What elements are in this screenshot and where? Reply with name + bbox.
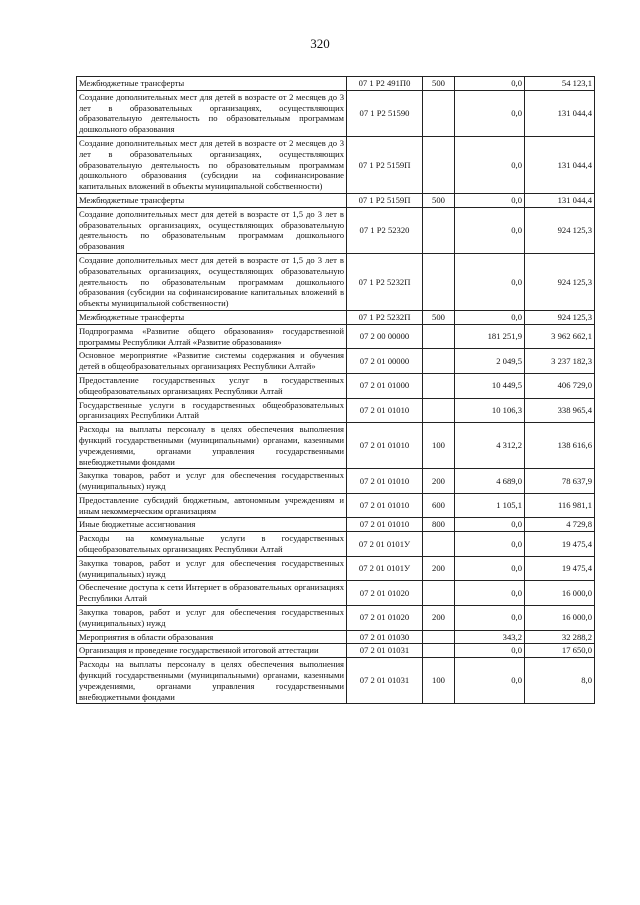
row-code: 07 1 P2 52320	[347, 207, 423, 253]
row-value-1: 0,0	[455, 532, 525, 557]
row-code: 07 2 01 01010	[347, 423, 423, 469]
row-value-2: 19 475,4	[525, 532, 595, 557]
row-value-2: 131 044,4	[525, 136, 595, 193]
row-name: Предоставление субсидий бюджетным, автономным учреждениям и иным некоммерческим организациям	[77, 493, 347, 518]
table-row	[77, 310, 595, 324]
row-code: 07 1 P2 5159П	[347, 136, 423, 193]
row-value-2: 924 125,3	[525, 253, 595, 310]
row-code: 07 2 01 01031	[347, 644, 423, 658]
row-code: 07 1 P2 491П0	[347, 77, 423, 91]
row-name: Закупка товаров, работ и услуг для обеспечения государственных (муниципальных) нужд	[77, 469, 347, 494]
row-value-1: 181 251,9	[455, 324, 525, 349]
row-value-1: 0,0	[455, 644, 525, 658]
row-expense-type: 200	[423, 606, 455, 631]
row-code: 07 2 01 01010	[347, 518, 423, 532]
row-code: 07 2 01 01010	[347, 469, 423, 494]
row-value-2: 8,0	[525, 658, 595, 704]
row-code: 07 2 01 01010	[347, 493, 423, 518]
row-value-1: 10 449,5	[455, 373, 525, 398]
row-expense-type	[423, 581, 455, 606]
row-name: Межбюджетные трансферты	[77, 77, 347, 91]
row-value-1: 0,0	[455, 556, 525, 581]
row-expense-type	[423, 207, 455, 253]
row-name: Создание дополнительных мест для детей в возрасте от 1,5 до 3 лет в образовательных организациях, осуществляющих образовательную деятельность по образовательным программам дошкольного образования	[77, 207, 347, 253]
row-expense-type: 100	[423, 423, 455, 469]
row-expense-type: 500	[423, 77, 455, 91]
table-row	[77, 324, 595, 349]
row-value-2: 16 000,0	[525, 581, 595, 606]
row-name: Расходы на выплаты персоналу в целях обеспечения выполнения функций государственными (муниципальными) органами, казенными учреждениями, органами управления государственными внебюджетными фондами	[77, 423, 347, 469]
row-expense-type: 500	[423, 310, 455, 324]
table-row	[77, 469, 595, 494]
row-expense-type	[423, 644, 455, 658]
row-code: 07 1 P2 5159П	[347, 193, 423, 207]
row-value-1: 0,0	[455, 207, 525, 253]
row-expense-type	[423, 349, 455, 374]
table-row	[77, 373, 595, 398]
row-value-1: 0,0	[455, 606, 525, 631]
row-name: Обеспечение доступа к сети Интернет в образовательных организациях Республики Алтай	[77, 581, 347, 606]
table-row	[77, 493, 595, 518]
row-value-2: 54 123,1	[525, 77, 595, 91]
row-code: 07 2 01 01030	[347, 630, 423, 644]
row-value-1: 343,2	[455, 630, 525, 644]
row-expense-type: 100	[423, 658, 455, 704]
row-value-2: 924 125,3	[525, 207, 595, 253]
row-expense-type	[423, 398, 455, 423]
row-name: Межбюджетные трансферты	[77, 193, 347, 207]
table-row	[77, 349, 595, 374]
row-name: Предоставление государственных услуг в государственных общеобразовательных организациях Республики Алтай	[77, 373, 347, 398]
table-row	[77, 644, 595, 658]
row-value-1: 4 689,0	[455, 469, 525, 494]
row-value-1: 0,0	[455, 90, 525, 136]
row-value-2: 16 000,0	[525, 606, 595, 631]
row-code: 07 1 P2 5232П	[347, 253, 423, 310]
row-name: Расходы на выплаты персоналу в целях обеспечения выполнения функций государственными (муниципальными) органами, казенными учреждениями, органами управления государственными внебюджетными фондами	[77, 658, 347, 704]
table-row	[77, 532, 595, 557]
row-value-1: 0,0	[455, 253, 525, 310]
row-value-2: 138 616,6	[525, 423, 595, 469]
table-row	[77, 193, 595, 207]
row-code: 07 2 01 01010	[347, 398, 423, 423]
row-expense-type: 600	[423, 493, 455, 518]
row-name: Государственные услуги в государственных общеобразовательных организациях Республики Алтай	[77, 398, 347, 423]
row-value-1: 0,0	[455, 193, 525, 207]
row-value-1: 1 105,1	[455, 493, 525, 518]
row-value-2: 32 288,2	[525, 630, 595, 644]
row-value-1: 0,0	[455, 581, 525, 606]
table-row	[77, 398, 595, 423]
row-name: Подпрограмма «Развитие общего образования» государственной программы Республики Алтай «Развитие образования»	[77, 324, 347, 349]
row-value-2: 131 044,4	[525, 90, 595, 136]
row-code: 07 2 01 00000	[347, 349, 423, 374]
row-value-1: 2 049,5	[455, 349, 525, 374]
table-row	[77, 253, 595, 310]
page-number: 320	[310, 36, 330, 51]
row-name: Межбюджетные трансферты	[77, 310, 347, 324]
table-row	[77, 630, 595, 644]
row-expense-type	[423, 532, 455, 557]
row-expense-type: 200	[423, 469, 455, 494]
row-value-2: 116 981,1	[525, 493, 595, 518]
row-value-2: 17 650,0	[525, 644, 595, 658]
row-value-2: 19 475,4	[525, 556, 595, 581]
row-value-2: 406 729,0	[525, 373, 595, 398]
row-value-1: 0,0	[455, 77, 525, 91]
row-name: Создание дополнительных мест для детей в возрасте от 2 месяцев до 3 лет в образовательных организациях, осуществляющих образовательную деятельность по образовательным программам дошкольного образования (субсидии на софинансирование капитальных вложений в объекты муниципальной собственности)	[77, 136, 347, 193]
row-expense-type	[423, 90, 455, 136]
row-code: 07 2 01 0101У	[347, 532, 423, 557]
row-code: 07 1 P2 5232П	[347, 310, 423, 324]
row-name: Расходы на коммунальные услуги в государственных общеобразовательных организациях Республики Алтай	[77, 532, 347, 557]
row-value-1: 0,0	[455, 658, 525, 704]
row-code: 07 2 01 01020	[347, 606, 423, 631]
row-value-2: 338 965,4	[525, 398, 595, 423]
row-name: Создание дополнительных мест для детей в возрасте от 2 месяцев до 3 лет в образовательных организациях, осуществляющих образовательную деятельность по образовательным программам дошкольного образования	[77, 90, 347, 136]
row-value-2: 78 637,9	[525, 469, 595, 494]
table-row	[77, 556, 595, 581]
row-value-1: 0,0	[455, 136, 525, 193]
row-value-1: 0,0	[455, 518, 525, 532]
row-value-1: 4 312,2	[455, 423, 525, 469]
row-name: Иные бюджетные ассигнования	[77, 518, 347, 532]
table-row	[77, 136, 595, 193]
row-value-2: 3 237 182,3	[525, 349, 595, 374]
row-code: 07 2 01 01031	[347, 658, 423, 704]
row-expense-type	[423, 630, 455, 644]
table-row	[77, 423, 595, 469]
row-code: 07 2 01 01020	[347, 581, 423, 606]
row-name: Закупка товаров, работ и услуг для обеспечения государственных (муниципальных) нужд	[77, 606, 347, 631]
budget-table	[76, 76, 595, 704]
row-code: 07 2 00 00000	[347, 324, 423, 349]
table-row	[77, 606, 595, 631]
row-expense-type	[423, 373, 455, 398]
row-value-2: 131 044,4	[525, 193, 595, 207]
row-code: 07 2 01 0101У	[347, 556, 423, 581]
row-code: 07 1 P2 51590	[347, 90, 423, 136]
table-row	[77, 77, 595, 91]
row-name: Организация и проведение государственной итоговой аттестации	[77, 644, 347, 658]
table-row	[77, 658, 595, 704]
budget-table-body	[77, 77, 595, 704]
row-code: 07 2 01 01000	[347, 373, 423, 398]
table-row	[77, 518, 595, 532]
row-name: Основное мероприятие «Развитие системы содержания и обучения детей в общеобразовательных организациях Республики Алтай»	[77, 349, 347, 374]
row-value-2: 924 125,3	[525, 310, 595, 324]
row-expense-type	[423, 253, 455, 310]
row-name: Мероприятия в области образования	[77, 630, 347, 644]
row-name: Закупка товаров, работ и услуг для обеспечения государственных (муниципальных) нужд	[77, 556, 347, 581]
table-row	[77, 207, 595, 253]
row-value-1: 10 106,3	[455, 398, 525, 423]
row-name: Создание дополнительных мест для детей в возрасте от 1,5 до 3 лет в образовательных организациях, осуществляющих образовательную деятельность по образовательным программам дошкольного образования (субсидии на софинансирование капитальных вложений в объекты муниципальной собственности)	[77, 253, 347, 310]
table-row	[77, 581, 595, 606]
row-expense-type: 800	[423, 518, 455, 532]
row-value-2: 4 729,8	[525, 518, 595, 532]
row-expense-type	[423, 136, 455, 193]
row-expense-type	[423, 324, 455, 349]
row-value-2: 3 962 662,1	[525, 324, 595, 349]
row-value-1: 0,0	[455, 310, 525, 324]
table-row	[77, 90, 595, 136]
row-expense-type: 200	[423, 556, 455, 581]
row-expense-type: 500	[423, 193, 455, 207]
